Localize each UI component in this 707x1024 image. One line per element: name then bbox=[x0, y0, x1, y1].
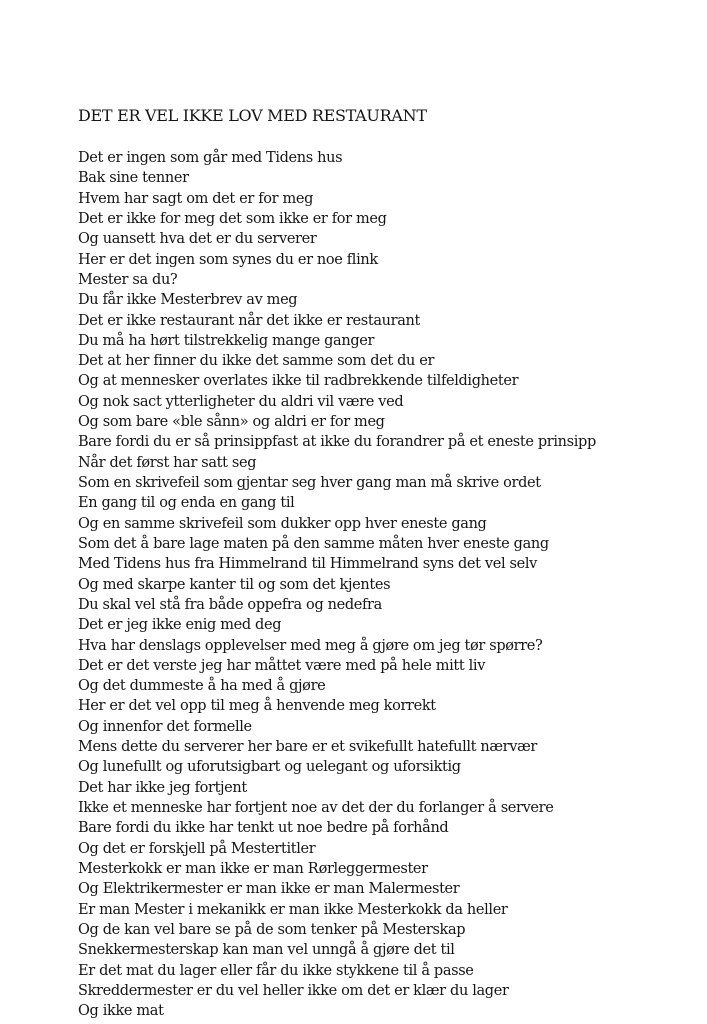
poem-line: Bare fordi du er så prinsippfast at ikke du forandrer på et eneste prinsipp bbox=[78, 434, 596, 451]
poem-line: Som det å bare lage maten på den samme måten hver eneste gang bbox=[78, 535, 549, 552]
poem-line: Og de kan vel bare se på de som tenker på Mesterskap bbox=[78, 921, 466, 938]
poem-line: Og innenfor det formelle bbox=[78, 718, 252, 735]
poem-line: Og ikke mat bbox=[78, 1003, 164, 1020]
poem-line: Du må ha hørt tilstrekkelig mange ganger bbox=[78, 332, 375, 349]
poem-line: Snekkermesterskap kan man vel unngå å gjøre det til bbox=[78, 942, 455, 959]
poem-line: Er man Mester i mekanikk er man ikke Mesterkokk da heller bbox=[78, 901, 508, 918]
poem-line: Hvem har sagt om det er for meg bbox=[78, 190, 314, 207]
poem-title: DET ER VEL IKKE LOV MED RESTAURANT bbox=[78, 106, 427, 125]
poem-line: Mens dette du serverer her bare er et svikefullt hatefullt nærvær bbox=[78, 739, 537, 756]
poem-line: Og lunefullt og uforutsigbart og uelegant og uforsiktig bbox=[78, 759, 461, 776]
poem-line: Det er ikke for meg det som ikke er for meg bbox=[78, 210, 387, 227]
poem-line: Er det mat du lager eller får du ikke stykkene til å passe bbox=[78, 962, 474, 979]
poem-line: Og nok sact ytterligheter du aldri vil være ved bbox=[78, 393, 404, 410]
poem-line: Og det er forskjell på Mestertitler bbox=[78, 840, 316, 857]
poem-line: Og det dummeste å ha med å gjøre bbox=[78, 678, 326, 695]
poem-line: Det er ikke restaurant når det ikke er restaurant bbox=[78, 312, 420, 329]
poem-line: Og Elektrikermester er man ikke er man Malermester bbox=[78, 881, 460, 898]
poem-line: Det er ingen som går med Tidens hus bbox=[78, 150, 343, 166]
poem-line: Mester sa du? bbox=[78, 271, 178, 288]
poem-line: Når det først har satt seg bbox=[78, 454, 257, 471]
poem-line: Det har ikke jeg fortjent bbox=[78, 779, 247, 796]
poem-line: Som en skrivefeil som gjentar seg hver gang man må skrive ordet bbox=[78, 475, 541, 491]
poem-line: Mesterkokk er man ikke er man Rørleggermester bbox=[78, 860, 428, 877]
poem-line: Og som bare «ble sånn» og aldri er for meg bbox=[78, 414, 385, 431]
poem-body bbox=[78, 148, 596, 1021]
poem-line: Det er jeg ikke enig med deg bbox=[78, 617, 282, 634]
poem-line: Det at her finner du ikke det samme som det du er bbox=[78, 353, 435, 370]
poem-line: Og uansett hva det er du serverer bbox=[78, 231, 317, 248]
poem-line: En gang til og enda en gang til bbox=[78, 495, 295, 512]
poem-line: Skreddermester er du vel heller ikke om det er klær du lager bbox=[78, 982, 509, 999]
poem-line: Her er det ingen som synes du er noe flink bbox=[78, 251, 378, 268]
poem-line: Bak sine tenner bbox=[78, 170, 189, 187]
poem-line: Og med skarpe kanter til og som det kjentes bbox=[78, 576, 391, 593]
poem-line: Det er det verste jeg har måttet være med på hele mitt liv bbox=[78, 657, 486, 674]
poem-line: Du får ikke Mesterbrev av meg bbox=[78, 292, 298, 309]
poem-line: Bare fordi du ikke har tenkt ut noe bedre på forhånd bbox=[78, 820, 449, 837]
poem-line: Og at mennesker overlates ikke til radbrekkende tilfeldigheter bbox=[78, 373, 519, 390]
poem-line: Hva har denslags opplevelser med meg å gjøre om jeg tør spørre? bbox=[78, 637, 543, 654]
poem-line: Ikke et menneske har fortjent noe av det der du forlanger å servere bbox=[78, 800, 554, 816]
poem-line: Du skal vel stå fra både oppefra og nedefra bbox=[78, 596, 382, 613]
poem-line: Og en samme skrivefeil som dukker opp hver eneste gang bbox=[78, 515, 487, 532]
poem-line: Her er det vel opp til meg å henvende meg korrekt bbox=[78, 698, 436, 715]
poem-line: Med Tidens hus fra Himmelrand til Himmelrand syns det vel selv bbox=[78, 556, 537, 573]
